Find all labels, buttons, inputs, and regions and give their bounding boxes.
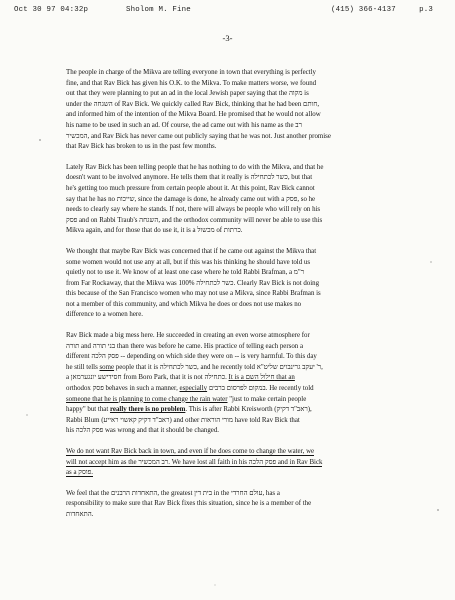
text-line: responsibility to make sure that Rav Bick fixes this situation, since he is a member of the [66,500,312,508]
text-line: this because of the San Francisco women who may not use a Mikva, since Rabbi Brafman is [66,290,321,298]
text-line: someone that he is planning to come change the rain water "just to make certain people [66,395,307,403]
fax-speck [215,585,216,586]
text-line: We thought that maybe Rav Bick was concerned that if he came out against the Mikva that [66,247,317,255]
text-line: he still tells some people that it is כשר לכתחילה, and he recently told ר' יעקב גרינבוים שליט"א, [66,363,323,371]
text-line: המכשיר, and Rav Bick has never came out publicly saying that he was not. Just another promise [66,132,331,140]
text-line: Lately Rav Bick has been telling people that he has nothing to do with the Mikva, and that he [66,163,324,171]
emphasized-text: as a פוסק. [66,469,93,477]
emphasized-text: someone that he is planning to come change the rain water [66,395,228,403]
fax-speck [27,415,28,416]
text-line: quietly not to use it. We know of at least one case where he told Rabbi Brafman, a ר"מ [66,269,305,277]
text-line: פסק and on Rabbi Traub's השגחה, and the orthodox community will never be able to use this [66,216,323,224]
fax-speck [431,262,432,263]
emphasized-text: It is a חילול השם that an [228,374,295,382]
text-line: needs to clearly say where he stands. If not, there will always be people who will rely on his [66,206,321,214]
emphasized-text: some [99,363,115,371]
text-line: תורה and בני תורה than there was before he came. His practice of telling each person a [66,342,304,350]
emphasized-text: will not accept him as the רב המכשיר. We have lost all faith in his פסק הלכה and in Rav Bick [66,458,323,466]
text-line: difference to a women here. [66,311,143,319]
text-line: happy" but that really there is no problem. This is after Rabbi Kreisworth (ראב"ד דקיק), [66,406,312,414]
fax-speck [437,509,438,510]
text-line: from Far Rockaway, that the Mikva was 100% כשר לכתחילה. Clearly Rav Bick is not doing [66,279,320,287]
text-line: a חסידישע יונגערמאן from Boro Park, that it is not כתחילה. It is a חילול השם that an [66,374,295,382]
text-line: Rav Bick made a big mess here. He succeeded in creating an even worse atmosphere for [66,332,310,340]
text-line: different פסק הלכה -- depending on which side they were on -- is very harmful. To this day [66,353,317,361]
fax-page-code: p.3 [419,6,433,14]
text-line: and informed him of the intention of the Mikva Board. He promised that he would not allow [66,111,321,119]
fax-sender: Sholom M. Fine [126,6,191,14]
text-line: orthodox פסק behaves in such a manner, especially במקום לפרסום ברבים. He recently told [66,385,314,393]
text-line: not a member of this community, and which Mikva he does or does not use makes no [66,300,302,308]
fax-speck [39,139,40,140]
text-line: under the השגחה of Rav Bick. We quickly called Rav Bick, thinking that he had been חותם, [66,100,320,108]
text-line: some women would not use any at all, but if this was his thinking he should have told us [66,258,311,266]
text-line: his name to be used in such an ad. Of course, the ad came out with his name as the רב [66,121,302,129]
text-line: Mikva again, and for those that do use it, it is a מכשול of כרתות. [66,227,243,235]
emphasized-text: really there is no problem [109,406,186,414]
fax-phone-number: (415) 366-4137 [331,6,396,14]
text-line: his פסק הלכה was wrong and that it should be changed. [66,427,220,435]
text-line: Rabbi Blum (ראב"ד דקיק קאשוי ראייע) and other מורי הוראות have told Rav Bick that [66,416,300,424]
page-number: -3- [222,33,233,43]
text-line: he's getting too much pressure from certain people about it. At this point, Rav Bick cannot [66,184,315,192]
emphasized-text: especially [179,385,208,393]
text-line: that Rav Bick has broken to us in the past few months. [66,143,217,151]
text-line: The people in charge of the Mikva are telling everyone in town that everything is perfectly [66,69,316,76]
emphasized-text: We do not want Rav Bick back in town, and even if he does come to change the water, we [66,448,315,455]
fax-date: Oct 30 97 04:32p [14,6,89,14]
text-line: We feel that the התאחדות הרבנים, the greatest בית דין in the עולם החרדי, has a [66,489,280,497]
text-line: doesn't want to be involved anymore. He tells them that it really is כשר לכתחילה, but that [66,174,313,182]
text-line: say that he has no שייכות, since the damage is done, he already came out with a פסק, so he [66,195,316,203]
text-line: התאחדות. [66,510,94,518]
text-line: out that they were planning to put an ad in the local Jewish paper saying that the מקוה is [66,90,309,98]
text-line: fine, and that Rav Bick has given his O.K. to the Mikva. To make matters worse, we found [66,79,317,87]
